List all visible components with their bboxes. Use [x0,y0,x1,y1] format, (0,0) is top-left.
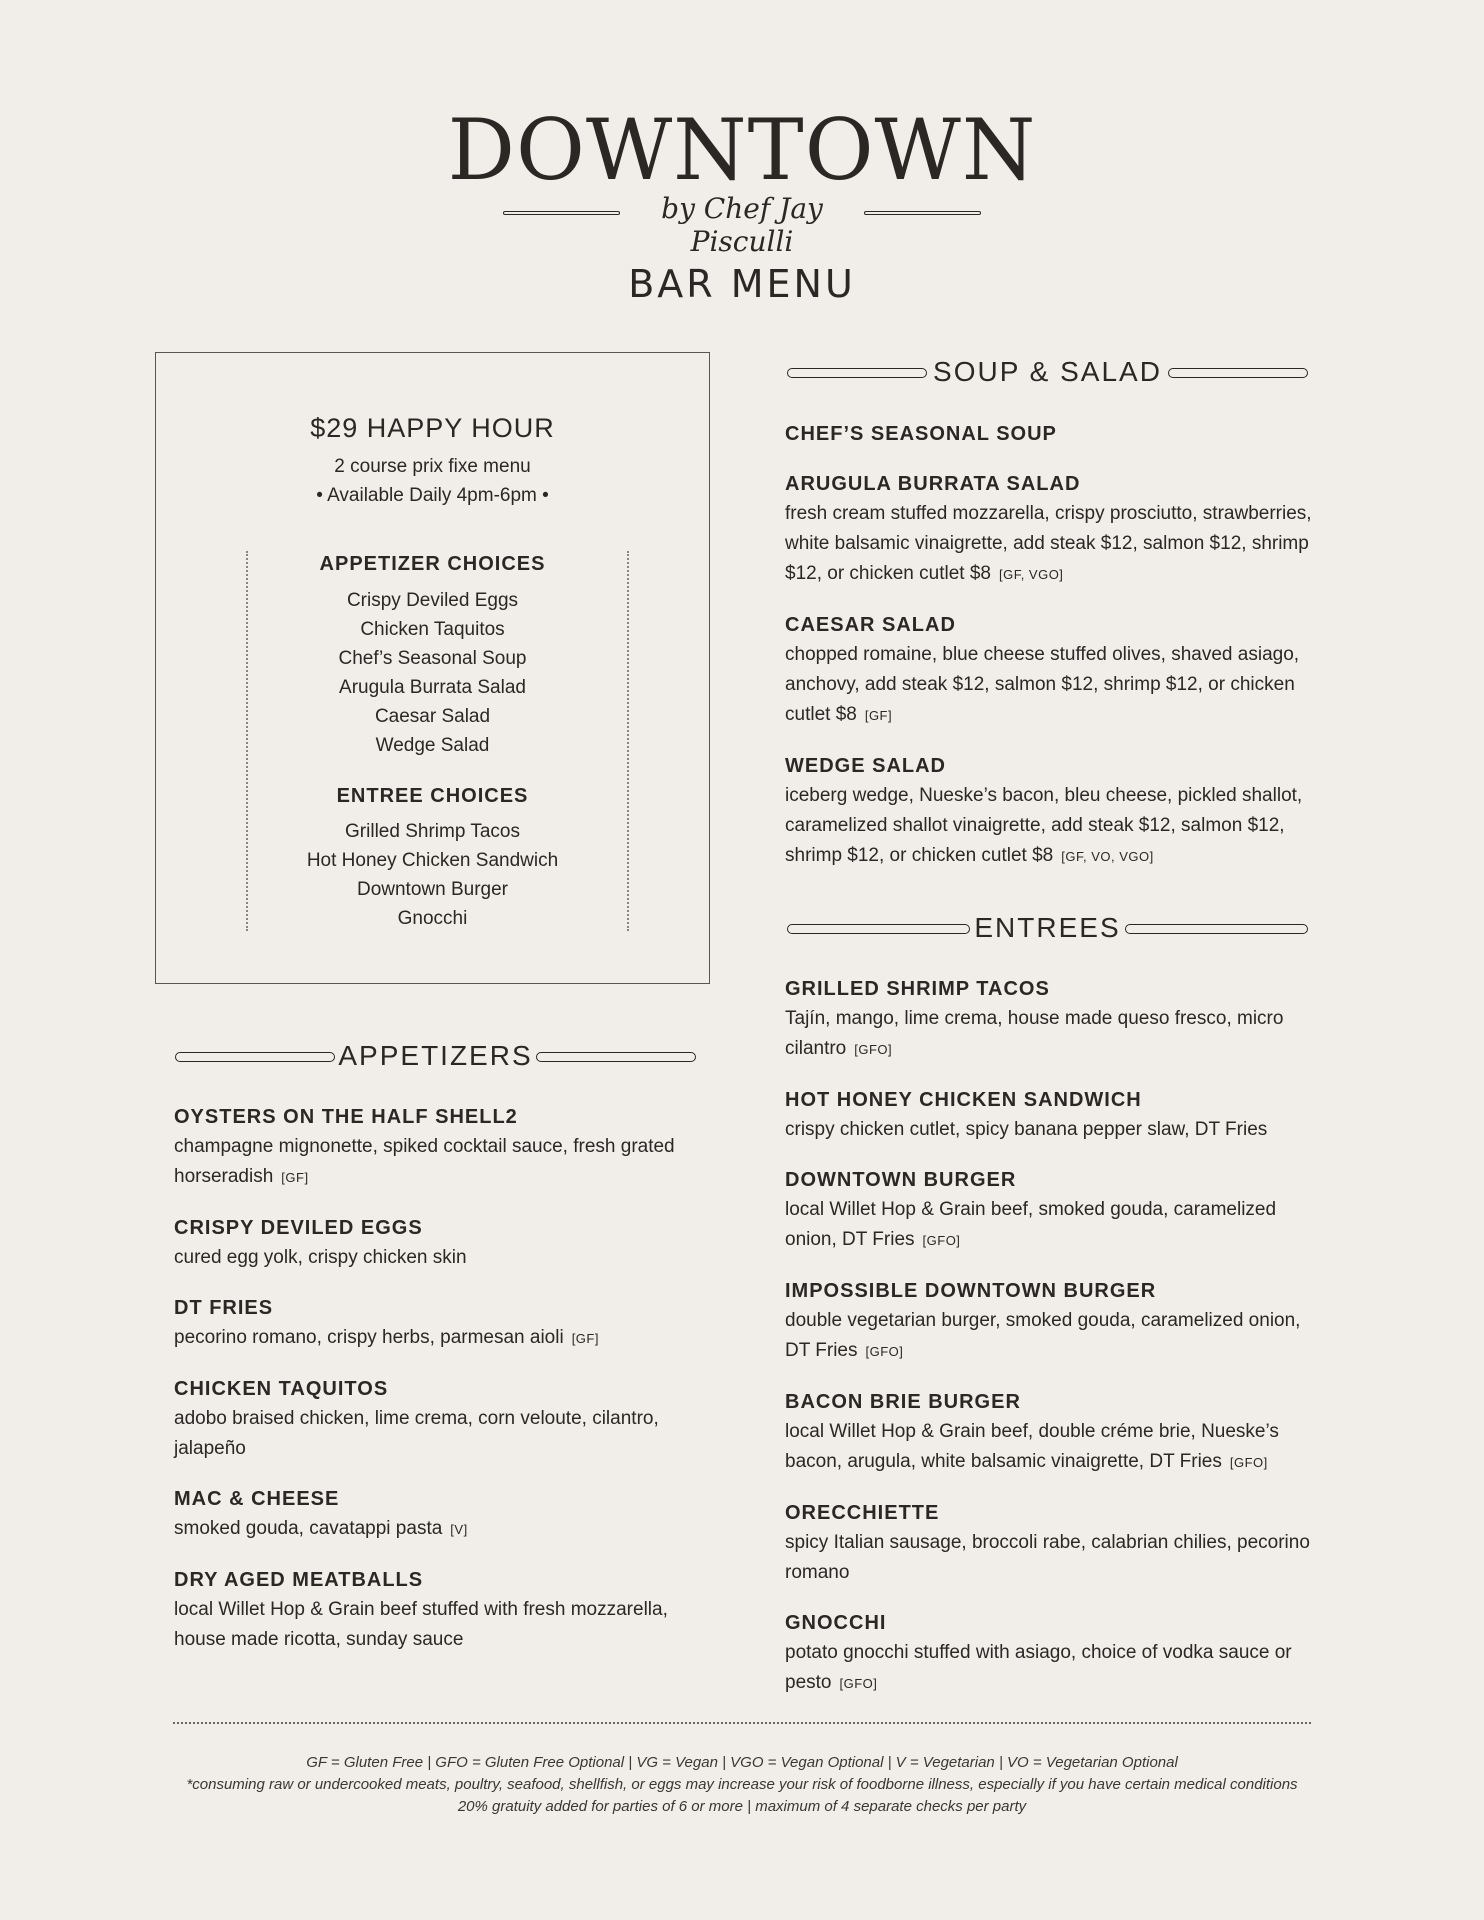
menu-item-description-text: Tajín, mango, lime crema, house made queso fresco, micro cilantro [785,1008,1284,1059]
menu-item-description [785,1004,1325,1065]
entrees-section-header [785,908,1310,948]
menu-item-description-text: local Willet Hop & Grain beef stuffed with fresh mozzarella, house made ricotta, sunday sauce [174,1599,668,1650]
appetizer-choices-heading: APPETIZER CHOICES [319,553,546,575]
dietary-legend: GF = Gluten Free | GFO = Gluten Free Optional | VG = Vegan | VGO = Vegan Optional | V = Vegetarian | VO = Vegetarian Optional [306,1754,1178,1771]
choice-item: Hot Honey Chicken Sandwich [306,850,559,871]
menu-item-name: IMPOSSIBLE DOWNTOWN BURGER [785,1280,1157,1302]
choice-item: Grilled Shrimp Tacos [345,821,520,842]
decorative-line [175,1052,335,1062]
menu-item [785,974,1325,1065]
dietary-tag: [GF, VGO] [998,567,1064,582]
menu-item-description-text: iceberg wedge, Nueske’s bacon, bleu cheese, pickled shallot, caramelized shallot vinaigrette, add steak $12, salmon $12, shrimp $12, or chicken cutlet $8 [785,785,1303,866]
menu-item [174,1293,714,1354]
menu-item [174,1374,714,1464]
happy-hour-title: $29 HAPPY HOUR [310,413,555,443]
gratuity-note: 20% gratuity added for parties of 6 or more | maximum of 4 separate checks per party [457,1798,1027,1815]
decorative-line [536,1052,696,1062]
menu-item-name: CAESAR SALAD [785,614,956,636]
decorative-line [1168,368,1308,378]
menu-item-name: GNOCCHI [785,1612,887,1634]
menu-item [785,1165,1325,1256]
decorative-line [864,211,981,215]
decorative-line [1125,924,1308,934]
choice-item: Chicken Taquitos [360,619,505,640]
menu-item [785,1498,1325,1588]
menu-item-description [174,1514,714,1545]
menu-item-name: CRISPY DEVILED EGGS [174,1217,423,1239]
happy-hour-subtitle: 2 course prix fixe menu [334,456,531,477]
menu-item-description [785,1306,1325,1367]
food-safety-warning: *consuming raw or undercooked meats, poultry, seafood, shellfish, or eggs may increase your risk of foodborne illness, especially if you have certain medical conditions [186,1776,1298,1793]
entrees-list [785,974,1325,1719]
menu-item-description-text: crispy chicken cutlet, spicy banana pepper slaw, DT Fries [785,1119,1268,1140]
dietary-tag: [GFO] [854,1042,893,1057]
menu-item-description [174,1404,714,1464]
menu-item-description-text: smoked gouda, cavatappi pasta [174,1518,443,1539]
appetizers-heading: APPETIZERS [338,1040,533,1071]
dietary-tag: [GFO] [865,1344,904,1359]
menu-item-description-text: potato gnocchi stuffed with asiago, choice of vodka sauce or pesto [785,1642,1292,1693]
signature-row [0,192,1484,258]
menu-item-description-text: fresh cream stuffed mozzarella, crispy prosciutto, strawberries, white balsamic vinaigrette, add steak $12, salmon $12, shrimp $12, or chicken cutlet $8 [785,503,1312,584]
menu-item-name: GRILLED SHRIMP TACOS [785,978,1050,1000]
menu-item-description [785,1115,1325,1145]
soup-salad-heading: SOUP & SALAD [933,356,1162,387]
dietary-tag: [V] [450,1522,468,1537]
menu-item-description [785,1195,1325,1256]
menu-item-name: CHEF’S SEASONAL SOUP [785,423,1057,445]
appetizers-list [174,1102,714,1675]
menu-item-description [174,1595,714,1655]
menu-item-name: MAC & CHEESE [174,1488,340,1510]
menu-item-description [785,1417,1325,1478]
menu-item-description-text: adobo braised chicken, lime crema, corn veloute, cilantro, jalapeño [174,1408,659,1459]
menu-item [785,1276,1325,1367]
menu-item-name: OYSTERS ON THE HALF SHELL2 [174,1106,518,1128]
dietary-tag: [GFO] [1229,1455,1268,1470]
decorative-line [787,368,927,378]
menu-item [785,469,1325,590]
chef-signature: by Chef Jay Pisculli [661,192,823,258]
decorative-line [787,924,970,934]
menu-item-description-text: chopped romaine, blue cheese stuffed olives, shaved asiago, anchovy, add steak $12, salmon $12, shrimp $12, or chicken cutlet $8 [785,644,1300,725]
menu-item-description [174,1323,714,1354]
happy-hour-box [155,352,710,984]
menu-item [174,1484,714,1545]
menu-item [785,1085,1325,1145]
choice-item: Caesar Salad [374,706,491,727]
appetizer-choices-list [156,586,709,760]
menu-item-description-text: local Willet Hop & Grain beef, double créme brie, Nueske’s bacon, arugula, white balsamic vinaigrette, DT Fries [785,1421,1279,1472]
choice-item: Downtown Burger [356,879,509,900]
menu-item [174,1102,714,1193]
menu-item-description-text: champagne mignonette, spiked cocktail sauce, fresh grated horseradish [174,1136,675,1187]
restaurant-logo: DOWNTOWN [447,101,1037,199]
menu-item-name: CHICKEN TAQUITOS [174,1378,389,1400]
menu-item [174,1213,714,1273]
menu-item-name: DRY AGED MEATBALLS [174,1569,424,1591]
menu-item [785,419,1325,449]
dietary-tag: [GF] [864,708,893,723]
soup-salad-list [785,419,1325,892]
menu-item-description-text: double vegetarian burger, smoked gouda, caramelized onion, DT Fries [785,1310,1301,1361]
entrees-heading: ENTREES [974,912,1121,943]
menu-item-description [785,1528,1325,1588]
menu-item-description [785,781,1325,872]
dietary-tag: [GFO] [922,1233,961,1248]
menu-item-description [174,1132,714,1193]
footer-divider [173,1722,1311,1724]
menu-item-description-text: spicy Italian sausage, broccoli rabe, calabrian chilies, pecorino romano [785,1532,1310,1583]
menu-item-description [785,640,1325,731]
entree-choices-list [156,817,709,933]
choice-item: Crispy Deviled Eggs [346,590,519,611]
appetizers-section-header [173,1036,698,1076]
happy-hour-availability: • Available Daily 4pm-6pm • [316,485,549,506]
dietary-tag: [GFO] [839,1676,878,1691]
menu-item-name: WEDGE SALAD [785,755,946,777]
menu-item [785,1608,1325,1699]
menu-item-name: DOWNTOWN BURGER [785,1169,1017,1191]
choice-item: Wedge Salad [375,735,490,756]
dietary-tag: [GF, VO, VGO] [1061,849,1154,864]
entree-choices-heading: ENTREE CHOICES [336,785,529,807]
menu-title: BAR MENU [628,262,856,306]
menu-item-description-text: pecorino romano, crispy herbs, parmesan aioli [174,1327,564,1348]
menu-item [785,610,1325,731]
menu-item-name: BACON BRIE BURGER [785,1391,1021,1413]
menu-item-description [785,1638,1325,1699]
menu-item [174,1565,714,1655]
menu-item-description [174,1243,714,1273]
dietary-tag: [GF] [281,1170,309,1185]
menu-item-name: DT FRIES [174,1297,274,1319]
brand-header [0,101,1484,199]
choice-item: Arugula Burrata Salad [339,677,526,698]
menu-item-name: ARUGULA BURRATA SALAD [785,473,1081,495]
menu-item-name: ORECCHIETTE [785,1502,940,1524]
choice-item: Gnocchi [397,908,468,929]
menu-item-name: HOT HONEY CHICKEN SANDWICH [785,1089,1142,1111]
menu-item-description-text: local Willet Hop & Grain beef, smoked gouda, caramelized onion, DT Fries [785,1199,1277,1250]
menu-item [785,1387,1325,1478]
soup-salad-section-header [785,352,1310,392]
menu-item-description [785,499,1325,590]
dietary-tag: [GF] [571,1331,599,1346]
choice-item: Chef’s Seasonal Soup [338,648,527,669]
decorative-line [503,211,620,215]
menu-item [785,751,1325,872]
menu-item-description-text: cured egg yolk, crispy chicken skin [174,1247,467,1268]
